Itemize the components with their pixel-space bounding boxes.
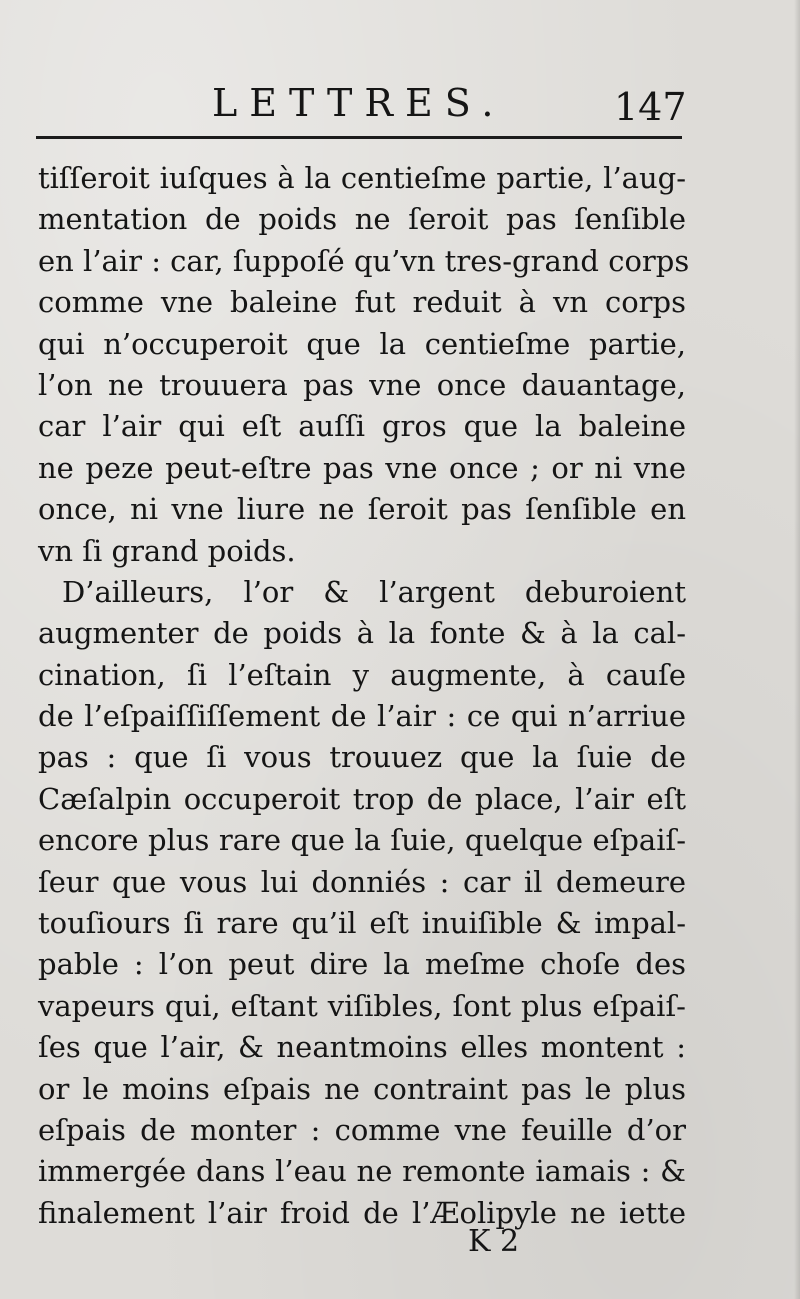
text-line: Cæſalpin occuperoit trop de place, l’air eſt xyxy=(38,781,686,816)
signature-mark: K 2 xyxy=(468,1224,520,1259)
text-line: once, ni vne liure ne ſeroit pas ſenſible en xyxy=(38,492,686,527)
text-line: eſpais de monter : comme vne feuille d’or xyxy=(38,1112,686,1147)
text-line: or le moins eſpais ne contraint pas le plus xyxy=(38,1071,686,1106)
text-line: finalement l’air froid de l’Æolipyle ne iette xyxy=(38,1195,686,1230)
running-head xyxy=(0,78,800,128)
text-line: qui n’occuperoit que la centieſme partie, xyxy=(38,326,686,361)
text-line: ſes que l’air, & neantmoins elles montent : xyxy=(38,1030,686,1065)
text-line: car l’air qui eſt auſſi gros que la baleine xyxy=(38,409,686,444)
text-line: pable : l’on peut dire la meſme choſe des xyxy=(38,947,686,982)
text-line: cination, ſi l’eſtain y augmente, à cauſe xyxy=(38,657,686,692)
text-line: immergée dans l’eau ne remonte iamais : & xyxy=(38,1154,686,1189)
text-line: tiſſeroit iuſques à la centieſme partie, l’aug- xyxy=(38,161,686,195)
text-line: ne peze peut-eſtre pas vne once ; or ni vne xyxy=(38,450,686,485)
text-line: en l’air : car, ſuppoſé qu’vn tres-grand corps xyxy=(38,243,690,278)
text-line: comme vne baleine fut reduit à vn corps xyxy=(38,285,686,320)
text-line: encore plus rare que la ſuie, quelque eſpaiſ- xyxy=(38,823,686,858)
page-number: 147 xyxy=(614,85,687,129)
text-line: ſeur que vous lui donniés : car il demeure xyxy=(38,864,686,899)
text-line: mentation de poids ne ſeroit pas ſenſible xyxy=(38,202,686,237)
text-line: touſiours ſi rare qu’il eſt inuiſible & impal- xyxy=(38,906,686,941)
text-line-paragraph-end: vn ſi grand poids. xyxy=(38,533,296,568)
text-line-paragraph-start: D’ailleurs, l’or & l’argent deburoient xyxy=(62,574,686,609)
text-line: l’on ne trouuera pas vne once dauantage, xyxy=(38,367,686,402)
page-edge-shadow xyxy=(794,0,800,1299)
text-line: vapeurs qui, eſtant viſibles, ſont plus eſpaiſ- xyxy=(38,988,686,1023)
text-line: pas : que ſi vous trouuez que la ſuie de xyxy=(38,740,686,775)
text-line: de l’eſpaiſſiſſement de l’air : ce qui n’arriue xyxy=(38,699,686,734)
running-head-title: LETTRES. xyxy=(212,81,506,125)
header-rule xyxy=(36,136,682,139)
text-line: augmenter de poids à la fonte & à la cal- xyxy=(38,616,686,651)
body-text xyxy=(38,158,690,1234)
